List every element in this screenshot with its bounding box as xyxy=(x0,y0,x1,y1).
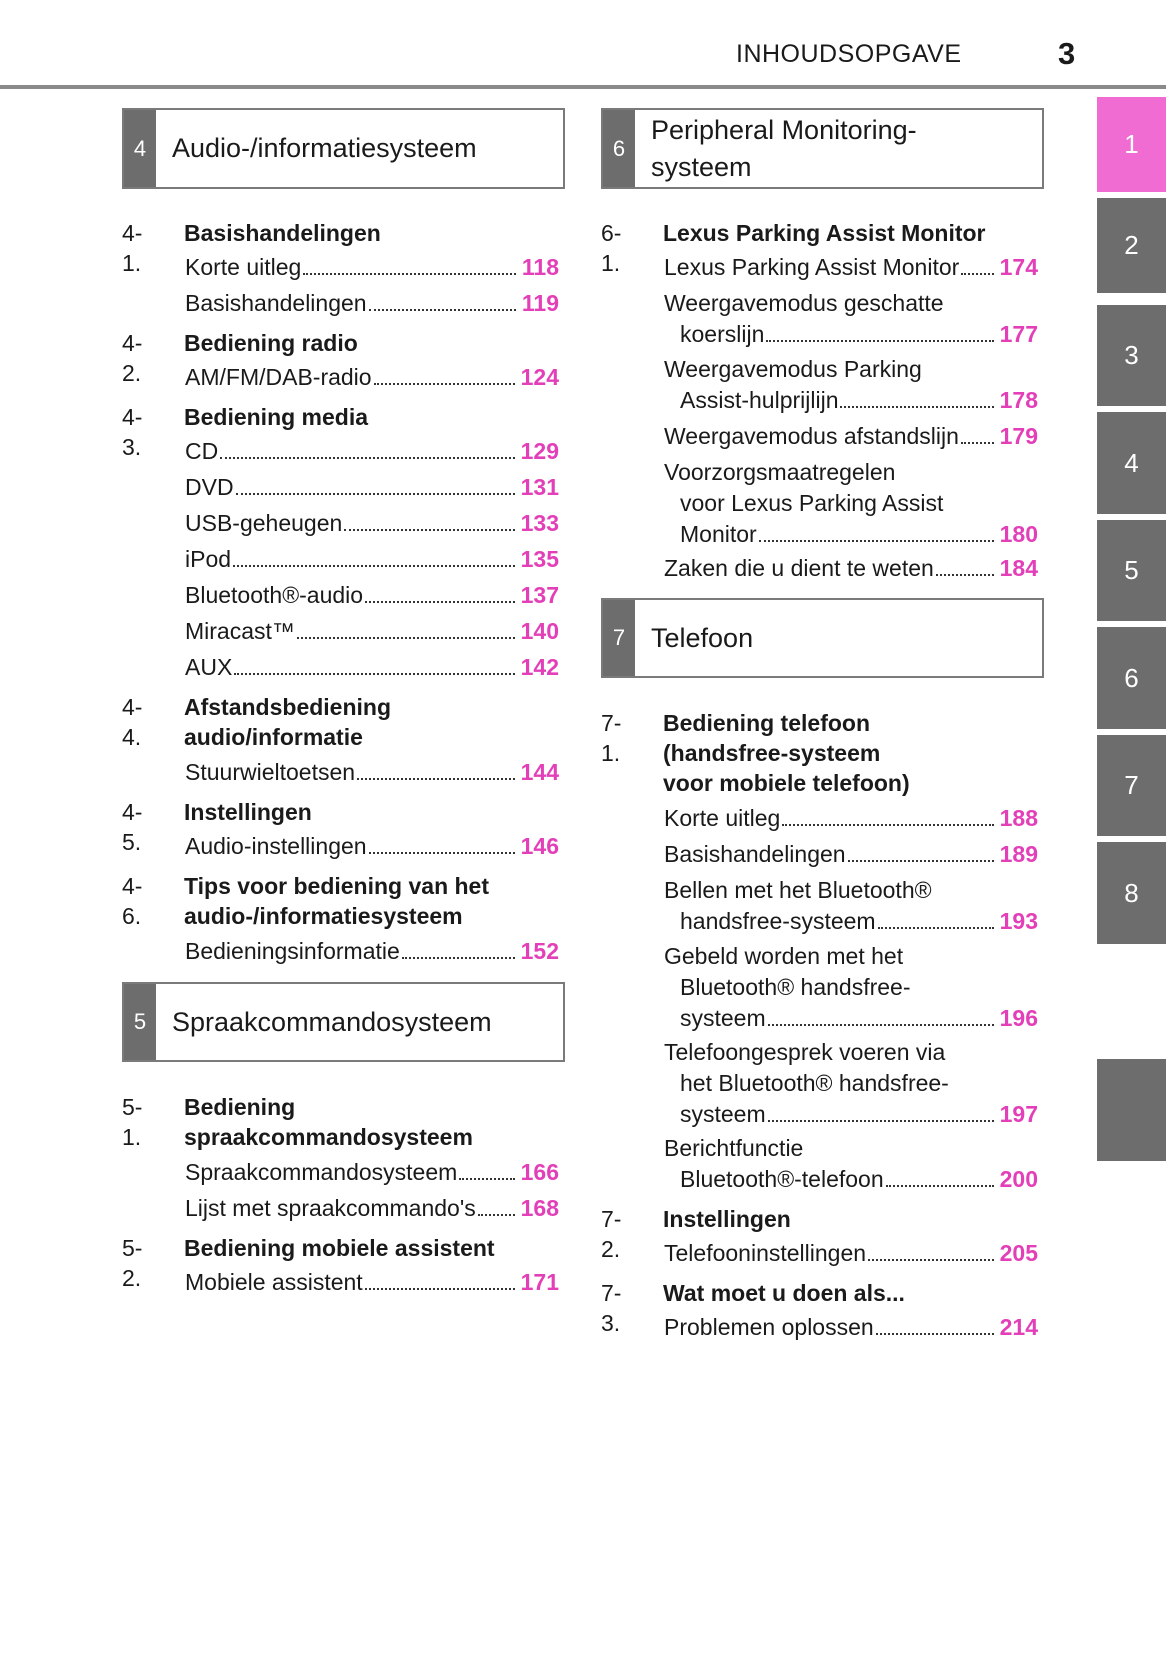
chapter-tab-2[interactable]: 2 xyxy=(1097,198,1166,293)
chapter-number: 4-2. xyxy=(122,330,143,386)
section-title: Peripheral Monitoring- systeem xyxy=(651,115,917,182)
toc-entry[interactable]: Problemen oplossen 214 xyxy=(664,1312,1038,1343)
chapter-number: 4-3. xyxy=(122,404,143,460)
chapter-title: Instellingen xyxy=(663,1206,791,1232)
chapter-title: Bediening telefoon (handsfree-systeem voor mobiele telefoon) xyxy=(663,710,910,796)
chapter-title: Tips voor bediening van het audio-/informatiesysteem xyxy=(184,873,490,929)
chapter-number: 7-3. xyxy=(601,1280,622,1336)
section-5-header[interactable] xyxy=(122,982,565,1062)
section-number: 7 xyxy=(603,600,635,676)
toc-entry[interactable]: AM/FM/DAB-radio 124 xyxy=(185,362,559,393)
toc-entry[interactable]: Audio-instellingen 146 xyxy=(185,831,559,862)
page-link[interactable]: 188 xyxy=(999,805,1038,831)
page-link[interactable]: 196 xyxy=(999,1005,1038,1031)
chapter-title: Bediening media xyxy=(184,404,369,430)
section-7-header[interactable] xyxy=(601,598,1044,678)
page-link[interactable]: 135 xyxy=(520,546,559,572)
page-link[interactable]: 166 xyxy=(520,1159,559,1185)
toc-entry[interactable]: Gebeld worden met het Bluetooth® handsfree- systeem 196 xyxy=(664,941,1038,1034)
chapter-title: Lexus Parking Assist Monitor xyxy=(663,220,986,246)
chapter-title: Bediening radio xyxy=(184,330,358,356)
section-title: Audio-/informatiesysteem xyxy=(172,133,477,163)
page-link[interactable]: 144 xyxy=(520,759,559,785)
chapter-title: Bediening mobiele assistent xyxy=(184,1235,495,1261)
section-4-header[interactable] xyxy=(122,108,565,189)
toc-entry[interactable]: iPod 135 xyxy=(185,544,559,575)
toc-entry[interactable]: Voorzorgsmaatregelen voor Lexus Parking Assist Monitor 180 xyxy=(664,457,1038,550)
page-link[interactable]: 124 xyxy=(520,364,559,390)
toc-entry[interactable]: USB-geheugen 133 xyxy=(185,508,559,539)
toc-entry[interactable]: Telefooninstellingen 205 xyxy=(664,1238,1038,1269)
toc-entry[interactable]: Lijst met spraakcommando's 168 xyxy=(185,1193,559,1224)
section-title: Spraakcommandosysteem xyxy=(172,1007,492,1037)
chapter-title: Instellingen xyxy=(184,799,312,825)
toc-entry[interactable]: Zaken die u dient te weten 184 xyxy=(664,553,1038,584)
page-link[interactable]: 118 xyxy=(521,254,559,280)
toc-entry[interactable]: Bluetooth®-audio 137 xyxy=(185,580,559,611)
chapter-title: Afstandsbediening audio/informatie xyxy=(184,694,392,750)
toc-entry[interactable]: Basishandelingen 119 xyxy=(185,288,559,319)
chapter-title: Wat moet u doen als... xyxy=(663,1280,905,1306)
toc-entry[interactable]: Weergavemodus Parking Assist-hulprijlijn 178 xyxy=(664,354,1038,416)
chapter-number: 4-4. xyxy=(122,694,143,750)
chapter-number: 7-2. xyxy=(601,1206,622,1262)
toc-entry[interactable]: Stuurwieltoetsen 144 xyxy=(185,757,559,788)
page-link[interactable]: 184 xyxy=(999,555,1038,581)
page-link[interactable]: 189 xyxy=(999,841,1038,867)
chapter-tab-1[interactable]: 1 xyxy=(1097,97,1166,192)
chapter-tab-5[interactable]: 5 xyxy=(1097,520,1166,621)
page-link[interactable]: 152 xyxy=(520,938,559,964)
page-link[interactable]: 200 xyxy=(999,1166,1038,1192)
page-link[interactable]: 142 xyxy=(520,654,559,680)
header-title: INHOUDSOPGAVE xyxy=(736,40,962,68)
chapter-tab-8[interactable]: 8 xyxy=(1097,842,1166,944)
page-link[interactable]: 179 xyxy=(999,423,1038,449)
toc-entry[interactable]: Spraakcommandosysteem 166 xyxy=(185,1157,559,1188)
chapter-number: 6-1. xyxy=(601,220,622,276)
page-link[interactable]: 133 xyxy=(520,510,559,536)
page-link[interactable]: 129 xyxy=(520,438,559,464)
page-link[interactable]: 214 xyxy=(999,1314,1038,1340)
toc-entry[interactable]: Mobiele assistent 171 xyxy=(185,1267,559,1298)
page-number: 3 xyxy=(1058,36,1076,71)
chapter-number: 4-1. xyxy=(122,220,143,276)
page-link[interactable]: 168 xyxy=(520,1195,559,1221)
page-link[interactable]: 180 xyxy=(999,521,1038,547)
chapter-number: 4-6. xyxy=(122,873,143,929)
chapter-title: Bediening spraakcommandosysteem xyxy=(184,1094,473,1150)
chapter-tab-index[interactable] xyxy=(1097,1059,1166,1161)
page-link[interactable]: 177 xyxy=(999,321,1038,347)
chapter-number: 5-1. xyxy=(122,1094,143,1150)
toc-entry[interactable]: Weergavemodus afstandslijn 179 xyxy=(664,421,1038,452)
section-title: Telefoon xyxy=(651,623,754,653)
page-link[interactable]: 146 xyxy=(520,833,559,859)
chapter-number: 7-1. xyxy=(601,710,622,766)
page-link[interactable]: 171 xyxy=(520,1269,559,1295)
chapter-number: 4-5. xyxy=(122,799,143,855)
page-link[interactable]: 197 xyxy=(999,1101,1038,1127)
toc-entry[interactable]: AUX 142 xyxy=(185,652,559,683)
toc-entry[interactable]: Lexus Parking Assist Monitor 174 xyxy=(664,252,1038,283)
chapter-tab-4[interactable]: 4 xyxy=(1097,412,1166,514)
chapter-tab-6[interactable]: 6 xyxy=(1097,627,1166,729)
toc-entry[interactable]: Telefoongesprek voeren via het Bluetooth® handsfree- systeem 197 xyxy=(664,1037,1038,1130)
chapter-tab-3[interactable]: 3 xyxy=(1097,305,1166,406)
page-link[interactable]: 178 xyxy=(999,387,1038,413)
page-link[interactable]: 119 xyxy=(521,290,559,316)
page-link[interactable]: 140 xyxy=(520,618,559,644)
header-rule xyxy=(0,85,1166,89)
section-number: 4 xyxy=(124,110,156,187)
toc-entry[interactable]: Bedieningsinformatie 152 xyxy=(185,936,559,967)
section-6-header[interactable] xyxy=(601,108,1044,189)
toc-entry[interactable]: Basishandelingen 189 xyxy=(664,839,1038,870)
section-number: 5 xyxy=(124,984,156,1060)
page-link[interactable]: 174 xyxy=(999,254,1038,280)
page-link[interactable]: 205 xyxy=(999,1240,1038,1266)
toc-entry[interactable]: Korte uitleg 118 xyxy=(185,252,559,283)
section-number: 6 xyxy=(603,110,635,187)
page-link[interactable]: 137 xyxy=(520,582,559,608)
toc-entry[interactable]: Korte uitleg 188 xyxy=(664,803,1038,834)
chapter-title: Basishandelingen xyxy=(184,220,381,246)
toc-entry[interactable]: DVD 131 xyxy=(185,472,559,503)
page-link[interactable]: 193 xyxy=(999,908,1038,934)
toc-entry[interactable]: CD 129 xyxy=(185,436,559,467)
chapter-number: 5-2. xyxy=(122,1235,143,1291)
toc-entry[interactable]: Berichtfunctie Bluetooth®-telefoon 200 xyxy=(664,1133,1038,1195)
toc-entry[interactable]: Weergavemodus geschatte koerslijn 177 xyxy=(664,288,1038,350)
page-link[interactable]: 131 xyxy=(520,474,559,500)
toc-entry[interactable]: Miracast™ 140 xyxy=(185,616,559,647)
toc-entry[interactable]: Bellen met het Bluetooth® handsfree-systeem 193 xyxy=(664,875,1038,937)
chapter-tab-7[interactable]: 7 xyxy=(1097,735,1166,836)
